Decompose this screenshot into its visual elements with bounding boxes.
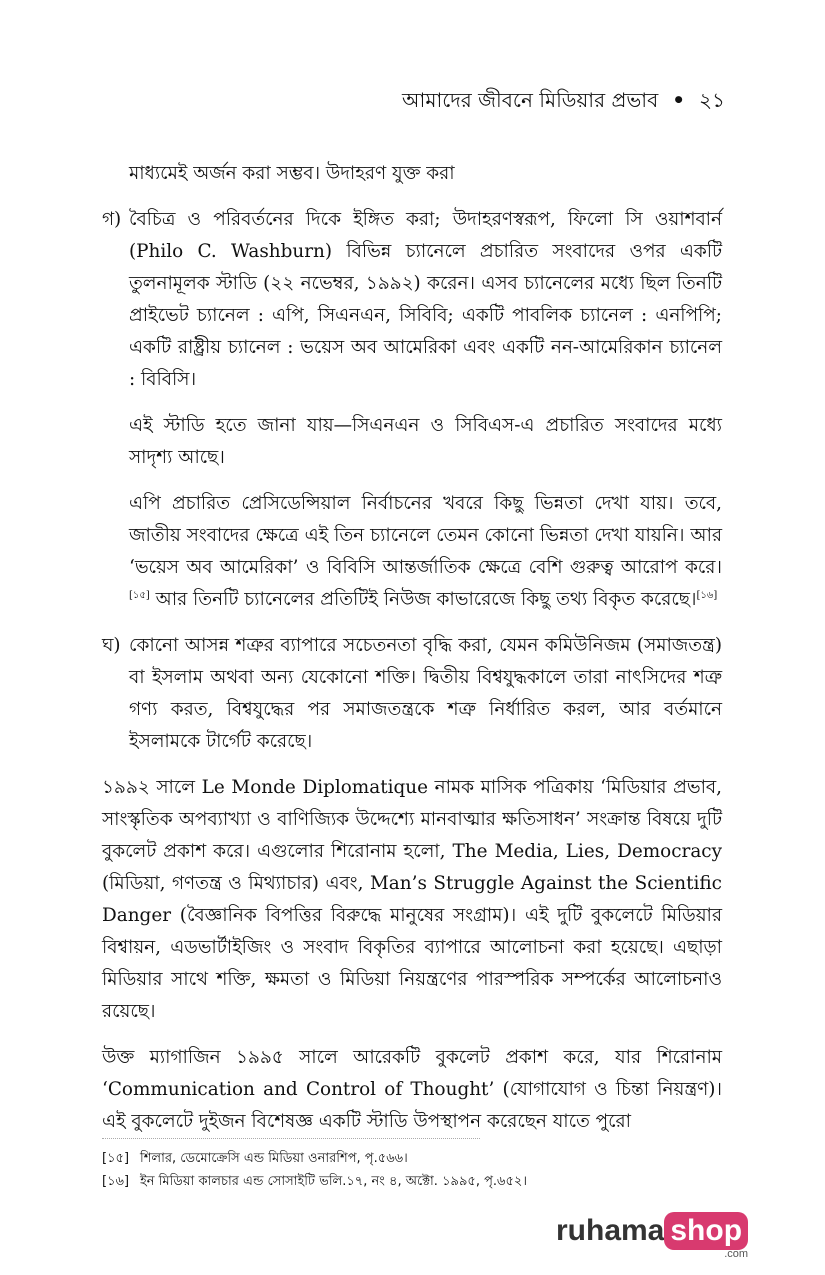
paragraph-1995: উক্ত ম্যাগাজিন ১৯৯৫ সালে আরেকটি বুকলেট প্রকাশ করে, যার শিরোনাম ‘Communication and Control of Thought’ (যোগাযোগ ও চিন্তা নিয়ন্ত্রণ)। এই বুকলেটে দুইজন বিশেষজ্ঞ একটি স্টাডি উপস্থাপন করেছেন যাতে পুরো: [102, 1047, 722, 1132]
header-bullet: •: [672, 88, 686, 112]
study-paragraph: এই স্টাডি হতে জানা যায়—সিএনএন ও সিবিএস-এ প্রচারিত সংবাদের মধ্যে সাদৃশ্য আছে।: [129, 415, 722, 468]
continuation-line: মাধ্যমেই অর্জন করা সম্ভব। উদাহরণ যুক্ত করা: [129, 163, 455, 184]
footnote-text: শিলার, ডেমোক্রেসি এন্ড মিডিয়া ওনারশিপ, পৃ.৫৬৬।: [140, 1151, 408, 1166]
list-item-text: বৈচিত্র ও পরিবর্তনের দিকে ইঙ্গিত করা; উদাহরণস্বরূপ, ফিলো সি ওয়াশবার্ন (Philo C. Washburn) বিভিন্ন চ্যানেলে প্রচারিত সংবাদের ওপর একটি তুলনামূলক স্টাডি (২২ নভেম্বর, ১৯৯২) করেন। এসব চ্যানেলের মধ্যে ছিল তিনটি প্রাইভেট চ্যানেল : এপি, সিএনএন, সিবিবি; একটি পাবলিক চ্যানেল : এনপিপি; একটি রাষ্ট্রীয় চ্যানেল : ভয়েস অব আমেরিকা এবং একটি নন-আমেরিকান চ্যানেল : বিবিসি।: [129, 209, 722, 390]
footnote-ref-16[interactable]: [১৬]: [696, 589, 718, 601]
running-header: [402, 86, 725, 119]
list-marker: ঘ): [102, 635, 121, 656]
footnote-item: [102, 1170, 722, 1193]
footnote-number: [১৬]: [102, 1174, 130, 1189]
header-title: আমাদের জীবনে মিডিয়ার প্রভাব: [402, 88, 659, 112]
footnote-item: [102, 1147, 722, 1170]
list-marker: গ): [102, 209, 122, 230]
footnote-ref-15[interactable]: [১৫]: [129, 589, 150, 601]
page-number: ২১: [699, 88, 725, 112]
footnote-number: [১৫]: [102, 1151, 130, 1166]
paragraph-1992: ১৯৯২ সালে Le Monde Diplomatique নামক মাসিক পত্রিকায় ‘মিডিয়ার প্রভাব, সাংস্কৃতিক অপব্যাখ্যা ও বাণিজ্যিক উদ্দেশ্যে মানবাত্মার ক্ষতিসাধন’ সংক্রান্ত বিষয়ে দুটি বুকলেট প্রকাশ করে। এগুলোর শিরোনাম হলো, The Media, Lies, Democracy (মিডিয়া, গণতন্ত্র ও মিথ্যাচার) এবং, Man’s Struggle Against the Scientific Danger (বৈজ্ঞানিক বিপত্তির বিরুদ্ধে মানুষের সংগ্রাম)। এই দুটি বুকলেটে মিডিয়ার বিশ্বায়ন, এডভার্টাইজিং ও সংবাদ বিকৃতির ব্যাপারে আলোচনা করা হয়েছে। এছাড়া মিডিয়ার সাথে শক্তি, ক্ষমতা ও মিডিয়া নিয়ন্ত্রণের পারস্পরিক সম্পর্কের আলোচনাও রয়েছে।: [102, 777, 722, 1022]
logo-brand: ruhama: [556, 1214, 665, 1247]
logo-domain: .com: [724, 1248, 749, 1260]
footnote-divider: [102, 1138, 480, 1139]
list-item-ga: [102, 204, 722, 396]
list-item-text: কোনো আসন্ন শত্রুর ব্যাপারে সচেতনতা বৃদ্ধি করা, যেমন কমিউনিজম (সমাজতন্ত্র) বা ইসলাম অথবা অন্য যেকোনো শক্তি। দ্বিতীয় বিশ্বযুদ্ধকালে তারা নাৎসিদের শত্রু গণ্য করত, বিশ্বযুদ্ধের পর সমাজতন্ত্রকে শত্রু নির্ধারিত করল, আর বর্তমানে ইসলামকে টার্গেট করেছে।: [129, 635, 722, 752]
page-body: [102, 158, 722, 1138]
ap-text-2: আর তিনটি চ্যানেলের প্রতিটিই নিউজ কাভারেজে কিছু তথ্য বিকৃত করেছে।: [149, 589, 697, 610]
list-item-gha: [102, 630, 722, 758]
logo-shop: shop: [664, 1212, 748, 1250]
ruhamashop-watermark-logo: [556, 1212, 749, 1260]
ap-text-1: এপি প্রচারিত প্রেসিডেন্সিয়াল নির্বাচনের খবরে কিছু ভিন্নতা দেখা যায়। তবে, জাতীয় সংবাদের ক্ষেত্রে এই তিন চ্যানেলে তেমন কোনো ভিন্নতা দেখা যায়নি। আর ‘ভয়েস অব আমেরিকা’ ও বিবিসি আন্তর্জাতিক ক্ষেত্রে বেশি গুরুত্ব আরোপ করে।: [129, 493, 722, 578]
footnotes: [102, 1147, 722, 1193]
footnote-text: ইন মিডিয়া কালচার এন্ড সোসাইটি ভলি.১৭, নং ৪, অক্টো. ১৯৯৫, পৃ.৬৫২।: [140, 1174, 528, 1189]
ap-paragraph: [129, 488, 722, 616]
